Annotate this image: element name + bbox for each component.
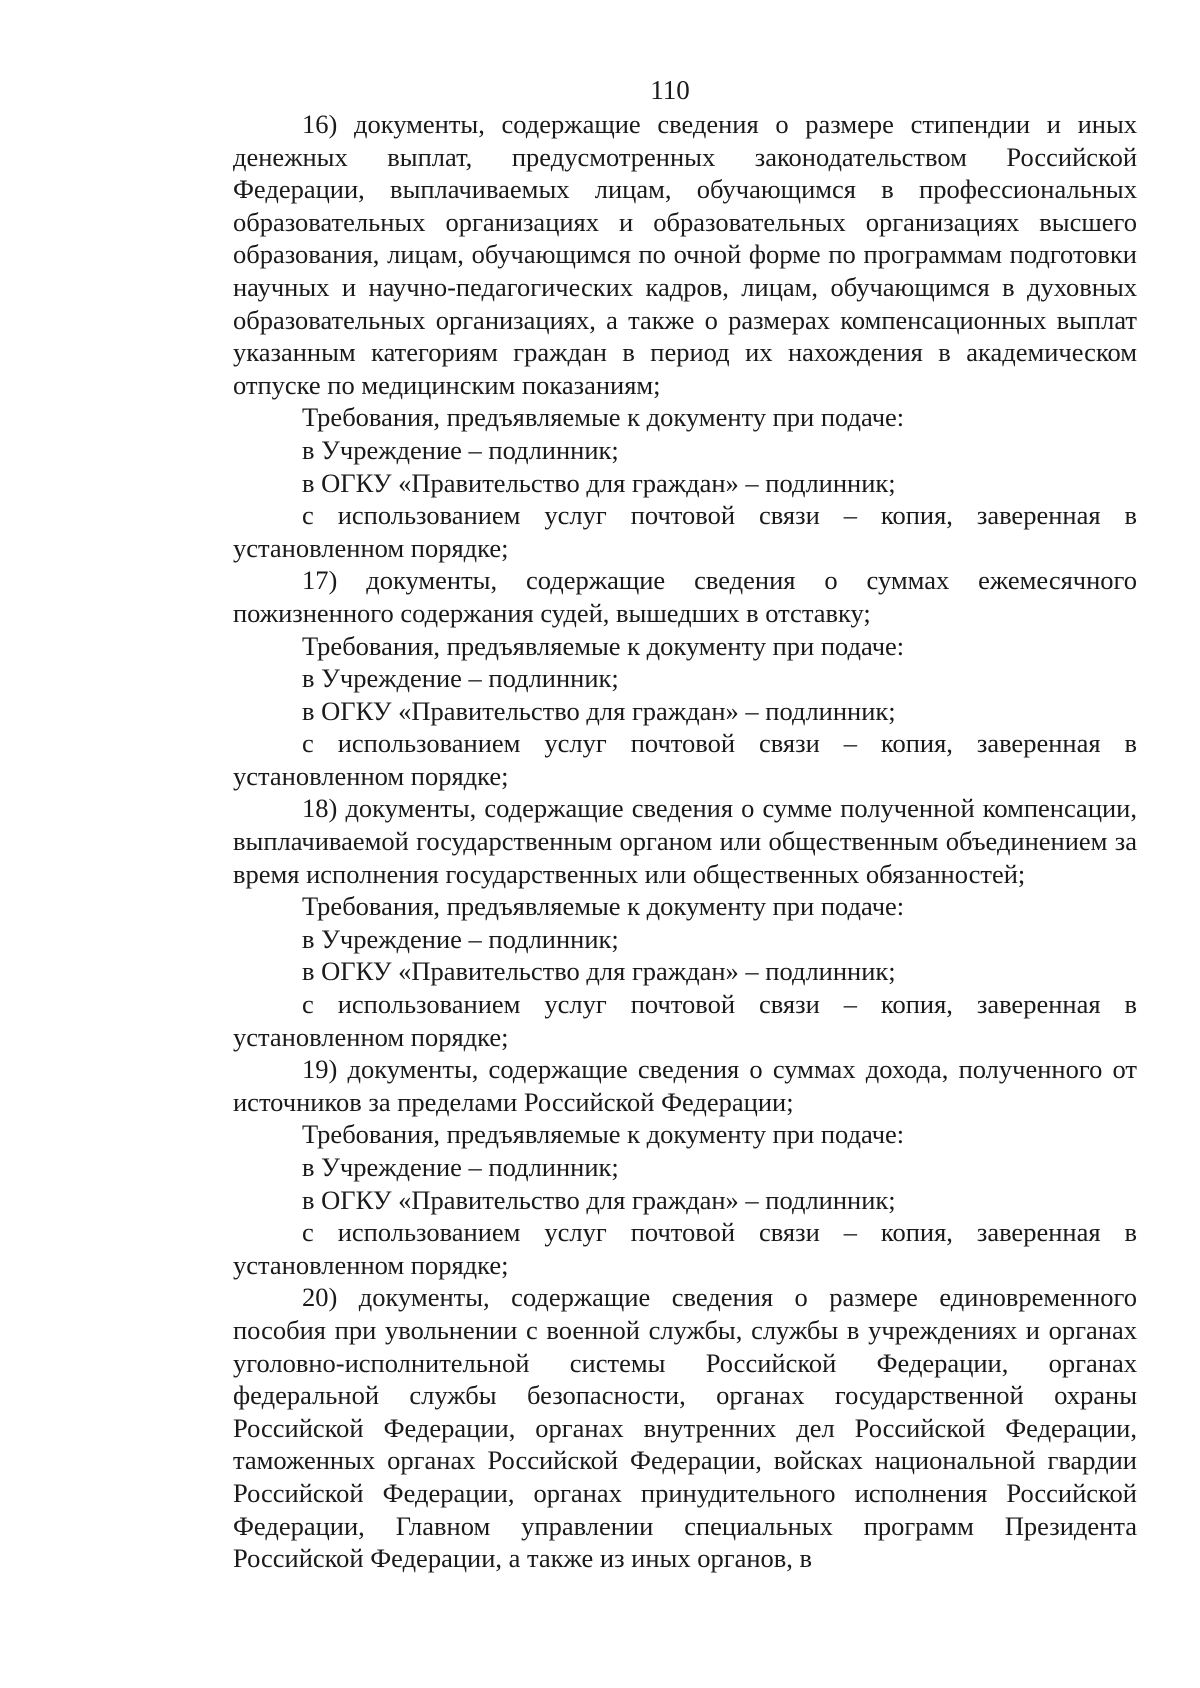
requirements-heading: Требования, предъявляемые к документу при подаче: — [302, 402, 905, 433]
requirements-heading: Требования, предъявляемые к документу при подаче: — [302, 891, 905, 922]
requirement-ogku: в ОГКУ «Правительство для граждан» – подлинник; — [302, 467, 896, 498]
requirement-postal: с использованием услуг почтовой связи – копия, заверенная в установленном порядке; — [233, 989, 1137, 1052]
paragraph-item-16: 16) документы, содержащие сведения о размере стипендии и иных денежных выплат, предусмотренных законодательством Российской Федерации, выплачиваемых лицам, обучающимся в профессиональных образовательных организациях и образовательных организациях высшего образования, лицам, обучающимся по очной форме по программам подготовки научных и научно-педагогических кадров, лицам, обучающимся в духовных образовательных организациях, а также о размерах компенсационных выплат указанным категориям граждан в период их нахождения в академическом отпуске по медицинским показаниям; — [233, 109, 1137, 400]
requirement-ogku: в ОГКУ «Правительство для граждан» – подлинник; — [302, 695, 896, 726]
paragraph-item-19: 19) документы, содержащие сведения о суммах дохода, полученного от источников за пределами Российской Федерации; — [233, 1054, 1137, 1117]
requirement-postal: с использованием услуг почтовой связи – копия, заверенная в установленном порядке; — [233, 728, 1137, 791]
requirement-institution: в Учреждение – подлинник; — [302, 434, 619, 465]
requirement-postal: с использованием услуг почтовой связи – копия, заверенная в установленном порядке; — [233, 500, 1137, 563]
page-number: 110 — [650, 75, 690, 105]
requirement-ogku: в ОГКУ «Правительство для граждан» – подлинник; — [302, 956, 896, 987]
paragraph-item-17: 17) документы, содержащие сведения о суммах ежемесячного пожизненного содержания судей, вышедших в отставку; — [233, 565, 1137, 628]
requirement-institution: в Учреждение – подлинник; — [302, 663, 619, 694]
requirements-heading: Требования, предъявляемые к документу при подаче: — [302, 630, 905, 661]
requirement-ogku: в ОГКУ «Правительство для граждан» – подлинник; — [302, 1184, 896, 1215]
requirements-heading: Требования, предъявляемые к документу при подаче: — [302, 1119, 905, 1150]
requirement-institution: в Учреждение – подлинник; — [302, 923, 619, 954]
document-body — [233, 108, 1137, 1575]
paragraph-item-20: 20) документы, содержащие сведения о размере единовременного пособия при увольнении с военной службы, службы в учреждениях и органах уголовно-исполнительной системы Российской Федерации, органах федеральной службы безопасности, органах государственной охраны Российской Федерации, органах внутренних дел Российской Федерации, таможенных органах Российской Федерации, войсках национальной гвардии Российской Федерации, органах принудительного исполнения Российской Федерации, Главном управлении специальных программ Президента Российской Федерации, а также из иных органов, в — [233, 1282, 1137, 1574]
requirement-institution: в Учреждение – подлинник; — [302, 1152, 619, 1182]
requirement-postal: с использованием услуг почтовой связи – копия, заверенная в установленном порядке; — [233, 1217, 1137, 1280]
paragraph-item-18: 18) документы, содержащие сведения о сумме полученной компенсации, выплачиваемой государственным органом или общественным объединением за время исполнения государственных или общественных обязанностей; — [233, 793, 1137, 889]
